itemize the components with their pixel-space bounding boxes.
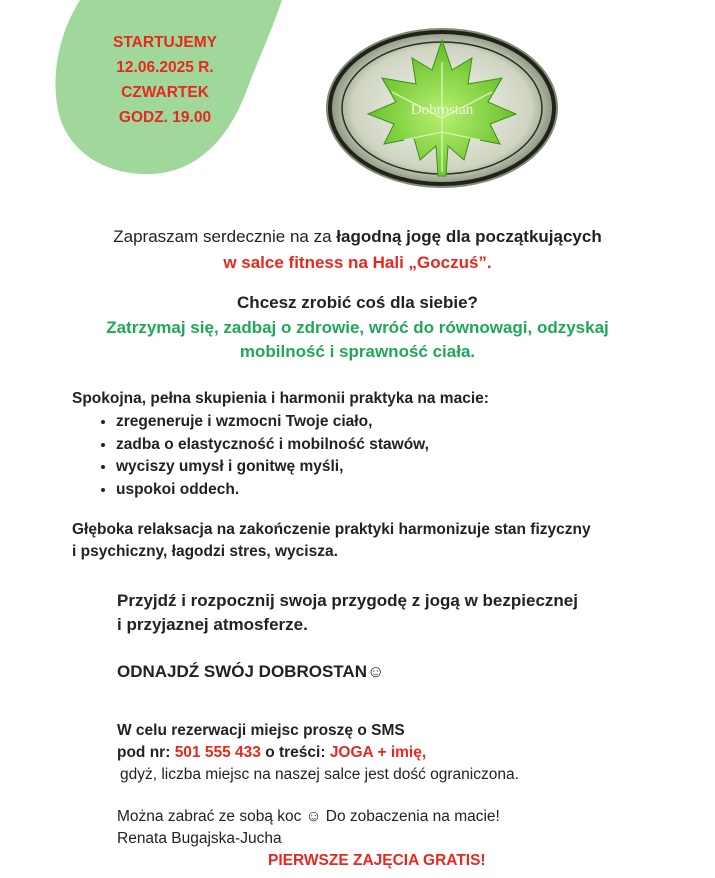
list-item: • zregeneruje i wzmocni Twoje ciało, — [116, 411, 429, 434]
list-item: • wyciszy umysł i gonitwę myśli, — [116, 456, 429, 479]
list-item: • zadba o elastyczność i mobilność stawów, — [116, 434, 429, 457]
invite-paragraph — [117, 589, 578, 637]
badge-line-day: CZWARTEK — [121, 84, 209, 101]
signature: Renata Bugajska-Jucha — [117, 830, 282, 847]
logo-text: Dobrostan — [410, 102, 474, 118]
relax-line: i psychiczny, łagodzi stres, wycisza. — [72, 543, 338, 560]
dobrostan-logo — [322, 22, 562, 192]
intro-prefix: Zapraszam serdecznie na za — [113, 227, 337, 246]
intro-location: w salce fitness na Hali „Goczuś”. — [223, 253, 492, 272]
practice-heading: Spokojna, pełna skupienia i harmonii praktyka na macie: — [72, 390, 489, 407]
sms-text: JOGA + imię, — [329, 744, 427, 761]
phone-number: 501 555 433 — [174, 744, 261, 761]
relax-paragraph — [72, 519, 591, 563]
relax-line: Głęboka relaksacja na zakończenie praktyki harmonizuje stan fizyczny — [72, 521, 591, 538]
start-date-badge — [80, 30, 250, 130]
practice-list — [90, 411, 429, 501]
badge-line-date: 12.06.2025 R. — [116, 59, 214, 76]
reservation-o-tresci: o treści: — [260, 744, 330, 761]
list-item: • uspokoi oddech. — [116, 479, 429, 502]
free-class-note: PIERWSZE ZAJĘCIA GRATIS! — [268, 852, 486, 869]
reservation-block — [117, 720, 519, 786]
green-line: Zatrzymaj się, zadbaj o zdrowie, wróć do równowagi, odzyskaj — [106, 318, 609, 337]
intro-yoga-bold: łagodną jogę dla początkujących — [336, 227, 602, 246]
closing-line: Można zabrać ze sobą koc ☺ Do zobaczenia na macie! — [117, 808, 500, 825]
slogan: ODNAJDŹ SWÓJ DOBROSTAN☺ — [117, 662, 385, 681]
green-message — [0, 316, 715, 364]
badge-line-time: GODZ. 19.00 — [118, 109, 212, 126]
badge-line-start: STARTUJEMY — [113, 34, 217, 51]
intro-paragraph — [0, 224, 715, 276]
green-line: mobilność i sprawność ciała. — [239, 342, 476, 361]
reservation-pod-nr: pod nr: — [117, 744, 175, 761]
question-heading: Chcesz zrobić coś dla siebie? — [237, 293, 478, 312]
invite-line: i przyjaznej atmosferze. — [117, 615, 308, 634]
reservation-line1: W celu rezerwacji miejsc proszę o SMS — [117, 722, 405, 739]
reservation-line3: gdyż, liczba miejsc na naszej salce jest dość ograniczona. — [120, 766, 519, 783]
invite-line: Przyjdź i rozpocznij swoja przygodę z jogą w bezpiecznej — [117, 591, 578, 610]
